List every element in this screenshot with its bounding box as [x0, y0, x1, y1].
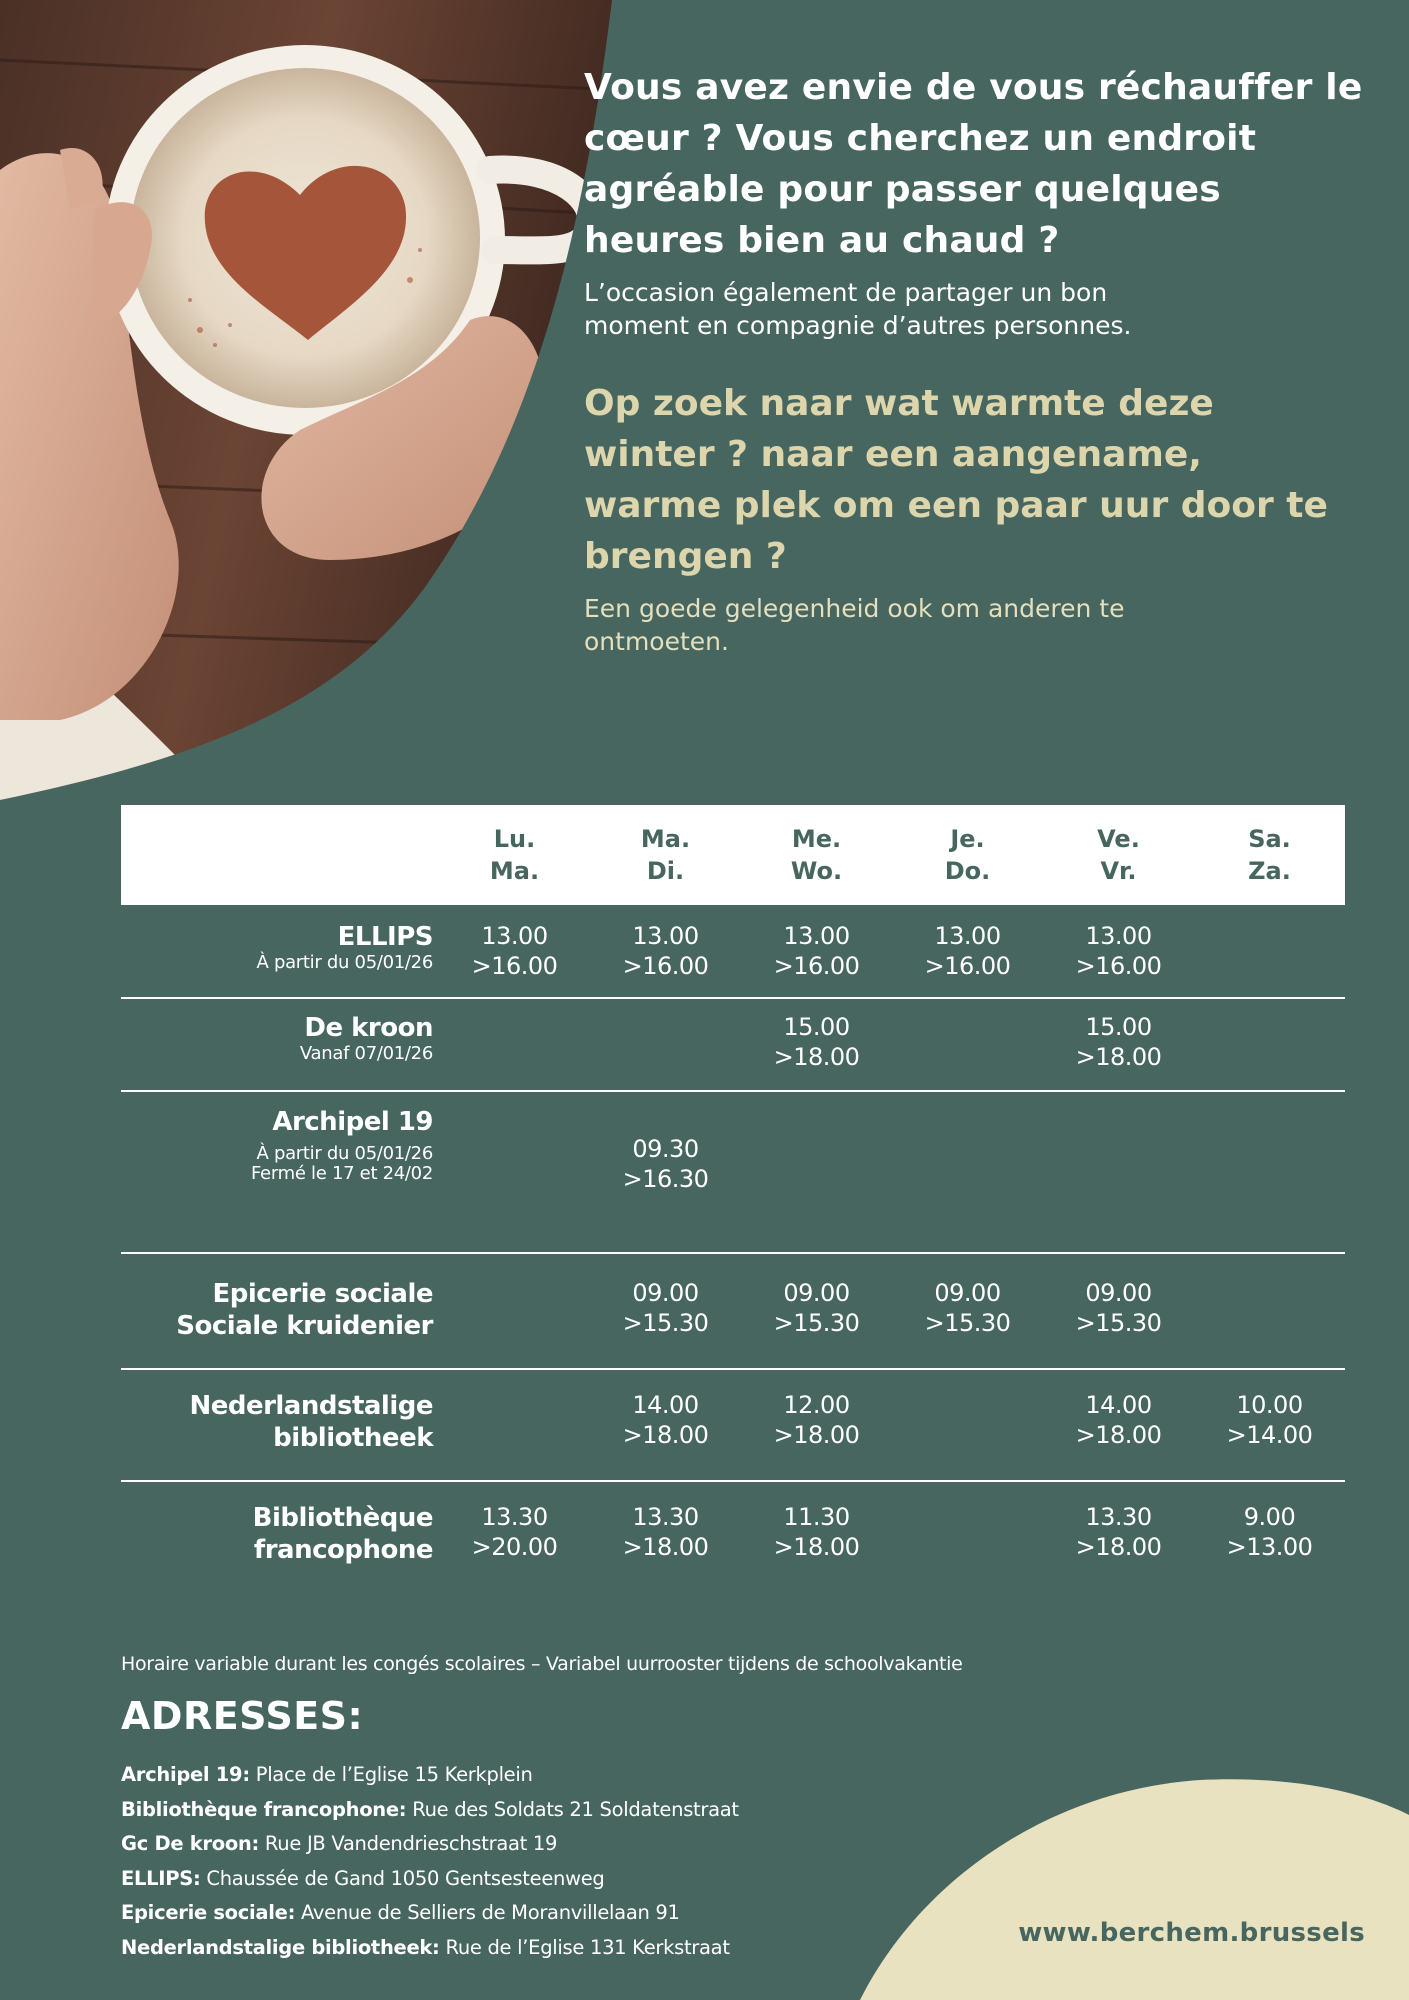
time-cell	[741, 1091, 892, 1253]
location-name: Bibliothèque	[252, 1503, 433, 1533]
day-fr: Je.	[950, 825, 985, 853]
day-nl: Di.	[646, 857, 685, 885]
table-row	[121, 905, 1345, 998]
address-label: Nederlandstalige bibliotheek:	[121, 1935, 440, 1959]
time-cell	[590, 1253, 741, 1369]
address-value: Rue de l’Eglise 131 Kerkstraat	[445, 1935, 730, 1959]
location-name-secondary: Sociale kruidenier	[176, 1311, 433, 1341]
time-cell	[892, 998, 1043, 1091]
time-cell	[741, 1369, 892, 1481]
table-header-row	[121, 805, 1345, 905]
close-time: >18.00	[622, 1533, 709, 1561]
close-time: >16.00	[471, 952, 558, 980]
location-name: ELLIPS	[337, 922, 433, 952]
open-time: 15.00	[783, 1013, 850, 1041]
day-header-thursday	[892, 805, 1043, 905]
close-time: >16.00	[1075, 952, 1162, 980]
open-time: 13.30	[1085, 1503, 1152, 1531]
close-time: >18.00	[1075, 1421, 1162, 1449]
time-cell	[892, 905, 1043, 998]
table-row	[121, 1369, 1345, 1481]
day-fr: Sa.	[1248, 825, 1291, 853]
opening-hours-table	[121, 805, 1345, 1592]
open-time: 09.30	[632, 1135, 699, 1163]
time-cell	[741, 1481, 892, 1592]
location-note: À partir du 05/01/26	[256, 952, 433, 973]
day-nl: Do.	[944, 857, 991, 885]
time-cell	[892, 1369, 1043, 1481]
address-label: Bibliothèque francophone:	[121, 1797, 407, 1821]
day-fr: Me.	[791, 825, 842, 853]
open-time: 10.00	[1236, 1391, 1303, 1419]
address-value: Avenue de Selliers de Moranvillelaan 91	[300, 1901, 680, 1924]
open-time: 09.00	[783, 1279, 850, 1307]
address-label: Gc De kroon:	[121, 1832, 260, 1855]
table-row	[121, 1253, 1345, 1369]
close-time: >18.00	[773, 1533, 860, 1561]
close-time: >15.30	[622, 1309, 709, 1337]
open-time: 15.00	[1085, 1013, 1152, 1041]
time-cell	[590, 905, 741, 998]
list-item	[121, 1758, 739, 1793]
time-cell	[741, 998, 892, 1091]
time-cell	[741, 1253, 892, 1369]
list-item	[121, 1793, 739, 1828]
header-empty-cell	[121, 805, 439, 905]
time-cell	[1194, 998, 1345, 1091]
close-time: >18.00	[773, 1421, 860, 1449]
day-fr: Ve.	[1097, 825, 1140, 853]
location-name-secondary: francophone	[253, 1535, 433, 1565]
day-header-wednesday	[741, 805, 892, 905]
table-row	[121, 998, 1345, 1091]
close-time: >20.00	[471, 1533, 558, 1561]
location-cell	[121, 1369, 439, 1481]
list-item	[121, 1862, 739, 1897]
time-cell	[892, 1481, 1043, 1592]
location-note: Vanaf 07/01/26	[299, 1043, 433, 1064]
time-cell	[439, 1091, 590, 1253]
website-link[interactable]: www.berchem.brussels	[1018, 1918, 1365, 1948]
time-cell	[439, 998, 590, 1091]
address-value: Rue des Soldats 21 Soldatenstraat	[412, 1797, 739, 1821]
time-cell	[1043, 1369, 1194, 1481]
close-time: >15.30	[773, 1309, 860, 1337]
day-fr: Lu.	[493, 825, 536, 853]
intro-section	[584, 62, 1364, 658]
location-note-closed: Fermé le 17 et 24/02	[250, 1163, 433, 1184]
open-time: 13.00	[1085, 922, 1152, 950]
location-name-secondary: bibliotheek	[273, 1423, 433, 1453]
close-time: >18.00	[622, 1421, 709, 1449]
location-cell	[121, 1091, 439, 1253]
list-item	[121, 1931, 739, 1966]
time-cell	[590, 998, 741, 1091]
location-name: Epicerie sociale	[212, 1279, 433, 1309]
day-nl: Wo.	[790, 857, 843, 885]
time-cell	[741, 905, 892, 998]
open-time: 09.00	[632, 1279, 699, 1307]
open-time: 14.00	[632, 1391, 699, 1419]
location-cell	[121, 1253, 439, 1369]
address-label: ELLIPS:	[121, 1866, 201, 1890]
time-cell	[590, 1091, 741, 1253]
close-time: >18.00	[1075, 1533, 1162, 1561]
table-row	[121, 1091, 1345, 1253]
day-nl: Vr.	[1100, 857, 1137, 885]
time-cell	[590, 1369, 741, 1481]
nl-text: Een goede gelegenheid ook om anderen te ontmoeten.	[584, 594, 1125, 656]
time-cell	[439, 905, 590, 998]
time-cell	[892, 1253, 1043, 1369]
open-time: 09.00	[934, 1279, 1001, 1307]
location-name: Nederlandstalige	[189, 1391, 433, 1421]
day-header-saturday	[1194, 805, 1345, 905]
close-time: >15.30	[1075, 1309, 1162, 1337]
day-nl: Ma.	[489, 857, 540, 885]
time-cell	[1043, 1091, 1194, 1253]
close-time: >16.00	[924, 952, 1011, 980]
day-header-friday	[1043, 805, 1194, 905]
time-cell	[1194, 905, 1345, 998]
day-fr: Ma.	[640, 825, 691, 853]
time-cell	[1194, 1253, 1345, 1369]
close-time: >13.00	[1226, 1533, 1313, 1561]
address-value: Chaussée de Gand 1050 Gentsesteenweg	[206, 1866, 605, 1890]
day-nl: Za.	[1248, 857, 1291, 885]
table-row	[121, 1481, 1345, 1592]
time-cell	[1043, 905, 1194, 998]
time-cell	[1194, 1481, 1345, 1592]
address-label: Epicerie sociale:	[121, 1901, 296, 1924]
open-time: 13.00	[481, 922, 548, 950]
time-cell	[1043, 1481, 1194, 1592]
address-list	[121, 1758, 739, 1965]
location-cell	[121, 998, 439, 1091]
location-cell	[121, 1481, 439, 1592]
time-cell	[1043, 998, 1194, 1091]
location-name: De kroon	[304, 1013, 433, 1043]
open-time: 11.30	[783, 1503, 850, 1531]
address-label: Archipel 19:	[121, 1763, 250, 1786]
open-time: 13.00	[632, 922, 699, 950]
location-name: Archipel 19	[272, 1107, 433, 1137]
open-time: 9.00	[1243, 1503, 1296, 1531]
fr-text: L’occasion également de partager un bon moment en compagnie d’autres personnes.	[584, 278, 1132, 340]
close-time: >14.00	[1226, 1421, 1313, 1449]
time-cell	[1194, 1369, 1345, 1481]
time-cell	[590, 1481, 741, 1592]
close-time: >16.00	[622, 952, 709, 980]
open-time: 14.00	[1085, 1391, 1152, 1419]
list-item	[121, 1827, 739, 1862]
close-time: >15.30	[924, 1309, 1011, 1337]
time-cell	[1043, 1253, 1194, 1369]
location-note: À partir du 05/01/26	[256, 1143, 433, 1164]
time-cell	[1194, 1091, 1345, 1253]
address-value: Rue JB Vandendrieschstraat 19	[264, 1832, 558, 1855]
time-cell	[892, 1091, 1043, 1253]
time-cell	[439, 1481, 590, 1592]
open-time: 13.00	[783, 922, 850, 950]
fr-heading: Vous avez envie de vous réchauffer le cœur ? Vous cherchez un endroit agréable pour passer quelques heures bien au chaud ?	[584, 67, 1363, 261]
nl-heading: Op zoek naar wat warmte deze winter ? naar een aangename, warme plek om een paar uur door te brengen ?	[584, 383, 1328, 577]
open-time: 13.00	[934, 922, 1001, 950]
address-value: Place de l’Eglise 15 Kerkplein	[255, 1763, 533, 1786]
location-cell	[121, 905, 439, 998]
holiday-disclaimer: Horaire variable durant les congés scolaires – Variabel uurrooster tijdens de schoolvakantie	[121, 1653, 963, 1675]
close-time: >16.30	[622, 1165, 709, 1193]
close-time: >16.00	[773, 952, 860, 980]
open-time: 13.30	[481, 1503, 548, 1531]
time-cell	[439, 1369, 590, 1481]
time-cell	[439, 1253, 590, 1369]
day-header-tuesday	[590, 805, 741, 905]
addresses-title: ADRESSES:	[121, 1694, 364, 1738]
day-header-monday	[439, 805, 590, 905]
close-time: >18.00	[773, 1043, 860, 1071]
open-time: 12.00	[783, 1391, 850, 1419]
open-time: 09.00	[1085, 1279, 1152, 1307]
list-item	[121, 1896, 739, 1931]
close-time: >18.00	[1075, 1043, 1162, 1071]
open-time: 13.30	[632, 1503, 699, 1531]
